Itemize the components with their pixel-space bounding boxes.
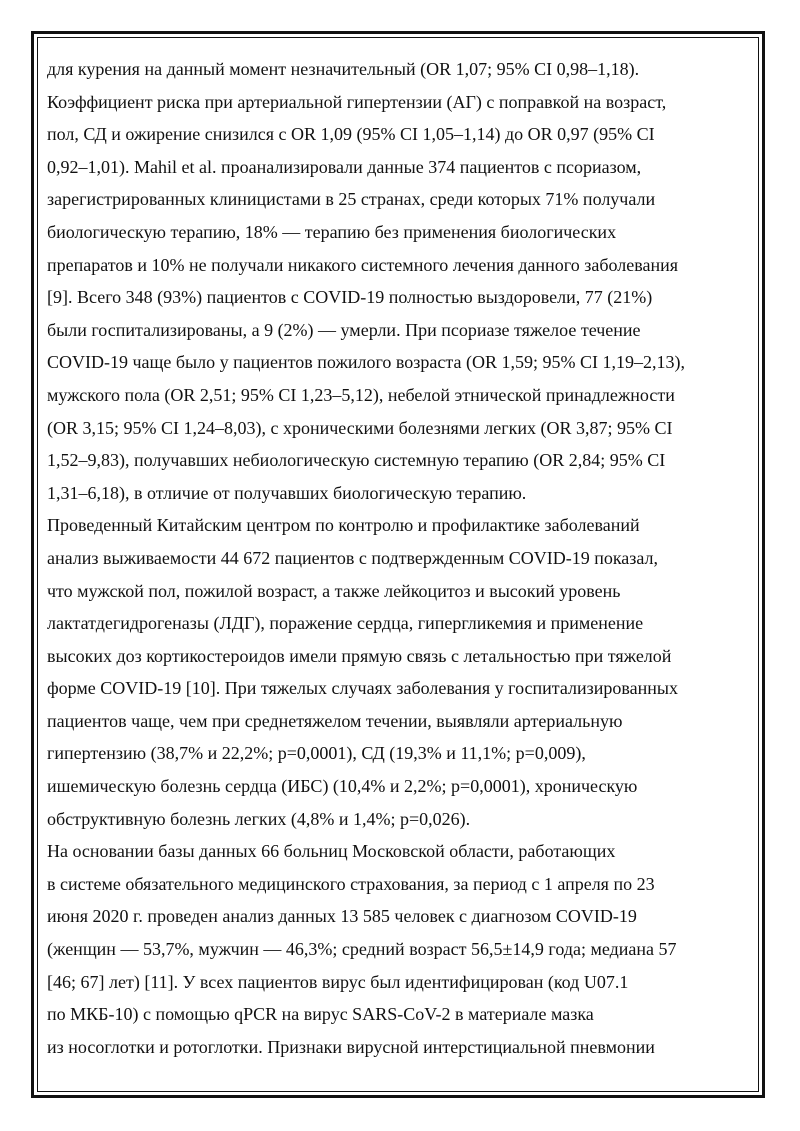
text-line: мужского пола (OR 2,51; 95% CI 1,23–5,12), небелой этнической принадлежности — [47, 384, 675, 405]
text-line: (OR 3,15; 95% CI 1,24–8,03), с хроническими болезнями легких (OR 3,87; 95% CI — [47, 417, 673, 438]
text-line: в системе обязательного медицинского страхования, за период с 1 апреля по 23 — [47, 873, 655, 894]
text-line: препаратов и 10% не получали никакого системного лечения данного заболевания — [47, 254, 679, 275]
text-line: ишемическую болезнь сердца (ИБС) (10,4% и 2,2%; p=0,0001), хроническую — [47, 776, 638, 797]
text-line: высоких доз кортикостероидов имели прямую связь с летальностью при тяжелой — [47, 645, 672, 666]
text-line: лактатдегидрогеназы (ЛДГ), поражение сердца, гипергликемия и применение — [47, 613, 644, 634]
text-line: по МКБ-10) с помощью qPCR на вирус SARS-CoV-2 в материале мазка — [47, 1004, 594, 1025]
text-line: что мужской пол, пожилой возраст, а также лейкоцитоз и высокий уровень — [47, 580, 621, 601]
text-line: обструктивную болезнь легких (4,8% и 1,4%; p=0,026). — [47, 808, 471, 829]
text-line: [9]. Всего 348 (93%) пациентов с COVID-19 полностью выздоровели, 77 (21%) — [47, 287, 653, 308]
text-line: июня 2020 г. проведен анализ данных 13 585 человек с диагнозом COVID-19 — [47, 906, 637, 927]
text-line: [46; 67] лет) [11]. У всех пациентов вирус был идентифицирован (код U07.1 — [47, 971, 629, 992]
document-body — [47, 53, 722, 1063]
text-line: 1,31–6,18), в отличие от получавших биологическую терапию. — [47, 482, 527, 503]
text-line: пациентов чаще, чем при среднетяжелом течении, выявляли артериальную — [47, 710, 623, 731]
text-line: COVID-19 чаще было у пациентов пожилого возраста (OR 1,59; 95% CI 1,19–2,13), — [47, 352, 685, 373]
text-line: форме COVID-19 [10]. При тяжелых случаях заболевания у госпитализированных — [47, 678, 678, 699]
text-line: для курения на данный момент незначительный (OR 1,07; 95% CI 0,98–1,18). — [47, 59, 640, 79]
text-line: гипертензию (38,7% и 22,2%; p=0,0001), СД (19,3% и 11,1%; p=0,009), — [47, 743, 586, 764]
text-line: На основании базы данных 66 больниц Московской области, работающих — [47, 841, 616, 862]
text-line: 0,92–1,01). Mahil et al. проанализировали данные 374 пациентов с псориазом, — [47, 156, 642, 177]
text-line: зарегистрированных клиницистами в 25 странах, среди которых 71% получали — [47, 189, 656, 210]
text-line: анализ выживаемости 44 672 пациентов с подтвержденным COVID-19 показал, — [47, 547, 659, 568]
text-line: 1,52–9,83), получавших небиологическую системную терапию (OR 2,84; 95% CI — [47, 450, 666, 471]
text-line: были госпитализированы, а 9 (2%) — умерли. При псориазе тяжелое течение — [47, 319, 641, 340]
text-line: пол, СД и ожирение снизился с OR 1,09 (95% CI 1,05–1,14) до OR 0,97 (95% CI — [47, 124, 655, 145]
text-line: биологическую терапию, 18% — терапию без применения биологических — [47, 221, 617, 242]
text-line: (женщин — 53,7%, мужчин — 46,3%; средний возраст 56,5±14,9 года; медиана 57 — [47, 939, 677, 960]
text-line: Коэффициент риска при артериальной гипертензии (АГ) с поправкой на возраст, — [47, 91, 667, 112]
text-line: из носоглотки и ротоглотки. Признаки вирусной интерстициальной пневмонии — [47, 1036, 655, 1057]
text-line: Проведенный Китайским центром по контролю и профилактике заболеваний — [47, 515, 640, 536]
